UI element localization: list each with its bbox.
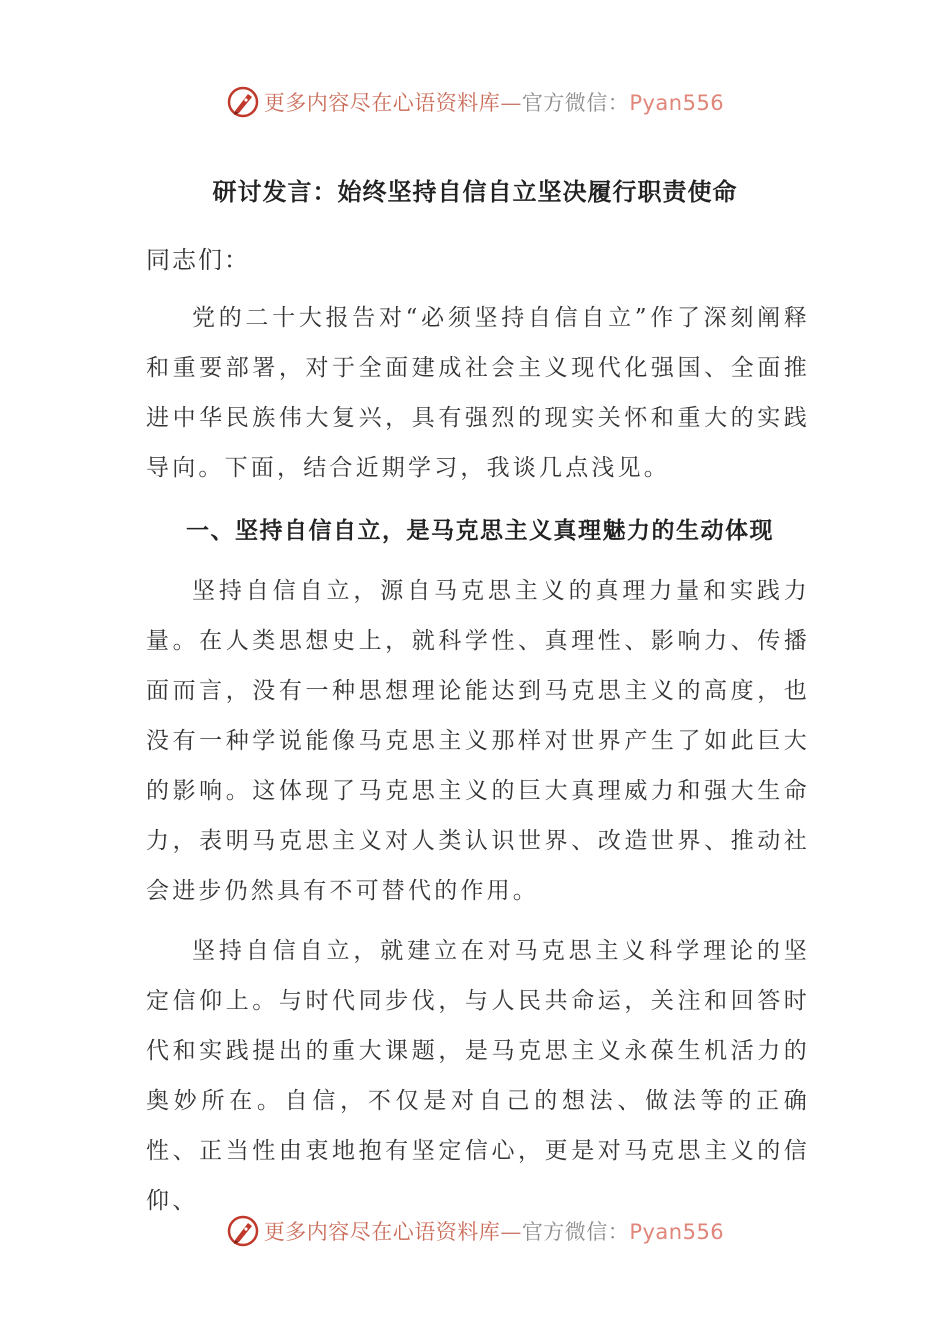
banner-dash: — — [500, 91, 522, 115]
banner-text — [264, 1216, 724, 1246]
pen-logo-icon — [226, 85, 260, 119]
banner-wechat-id: Pyan556 — [629, 1220, 725, 1244]
document-title: 研讨发言：始终坚持自信自立坚决履行职责使命 — [212, 178, 738, 206]
header-banner — [0, 82, 950, 122]
paragraph-2-block — [146, 566, 810, 916]
footer-banner — [0, 1211, 950, 1251]
paragraph-2: 坚持自信自立，源自马克思主义的真理力量和实践力量。在人类思想史上，就科学性、真理性、影响力、传播面而言，没有一种思想理论能达到马克思主义的高度，也没有一种学说能像马克思主义那样对世界产生了如此巨大的影响。这体现了马克思主义的巨大真理威力和强大生命力，表明马克思主义对人类认识世界、改造世界、推动社会进步仍然具有不可替代的作用。 — [146, 578, 810, 904]
banner-wechat-label: 官方微信： — [521, 91, 630, 115]
paragraph-intro: 党的二十大报告对“必须坚持自信自立”作了深刻阐释和重要部署，对于全面建成社会主义现代化强国、全面推进中华民族伟大复兴，具有强烈的现实关怀和重大的实践导向。下面，结合近期学习，我谈几点浅见。 — [146, 305, 810, 481]
banner-site-name: 更多内容尽在心语资料库 — [263, 91, 501, 115]
pen-logo-icon — [226, 1214, 260, 1248]
paragraph-intro-block — [146, 293, 810, 493]
section-heading-1: 一、坚持自信自立，是马克思主义真理魅力的生动体现 — [186, 518, 774, 544]
banner-text — [264, 87, 724, 117]
banner-dash: — — [500, 1220, 522, 1244]
paragraph-3: 坚持自信自立，就建立在对马克思主义科学理论的坚定信仰上。与时代同步伐，与人民共命运，关注和回答时代和实践提出的重大课题，是马克思主义永葆生机活力的奥妙所在。自信，不仅是对自己的想法、做法等的正确性、正当性由衷地抱有坚定信心，更是对马克思主义的信仰、 — [146, 938, 810, 1214]
paragraph-3-block — [146, 926, 810, 1226]
banner-site-name: 更多内容尽在心语资料库 — [263, 1220, 501, 1244]
banner-wechat-label: 官方微信： — [521, 1220, 630, 1244]
banner-wechat-id: Pyan556 — [629, 91, 725, 115]
greeting: 同志们： — [146, 246, 250, 274]
